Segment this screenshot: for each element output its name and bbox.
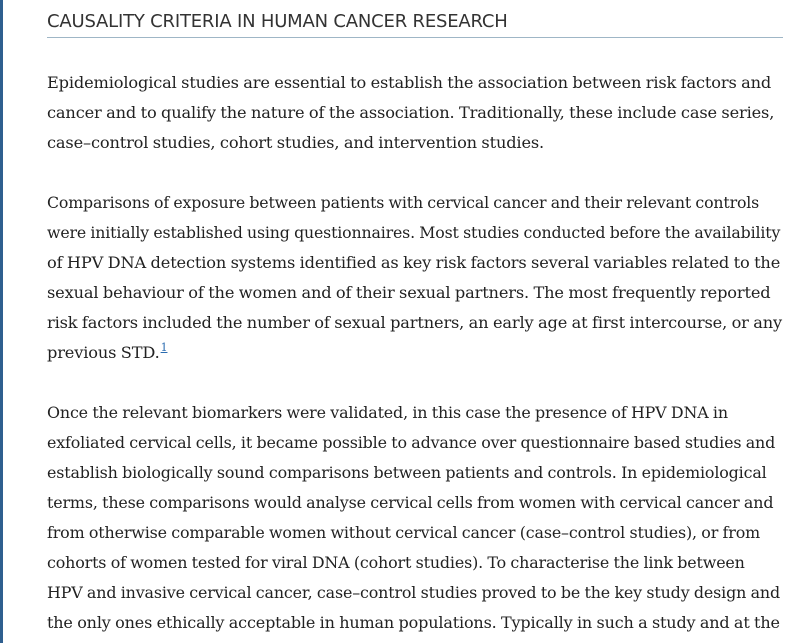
text-line: exfoliated cervical cells, it became possible to advance over questionnaire based studies and — [47, 433, 776, 452]
paragraph-biomarkers — [47, 398, 780, 638]
paragraph-epidemiological-studies — [47, 68, 774, 158]
text-line: Epidemiological studies are essential to establish the association between risk factors and — [47, 73, 772, 92]
text-line: establish biologically sound comparisons between patients and controls. In epidemiological — [47, 463, 767, 482]
text-line: Once the relevant biomarkers were validated, in this case the presence of HPV DNA in — [47, 403, 728, 422]
text-line-with-reference — [47, 338, 782, 368]
text-line: were initially established using questionnaires. Most studies conducted before the availability — [47, 223, 781, 242]
text-line: risk factors included the number of sexual partners, an early age at first intercourse, or any — [47, 313, 783, 332]
text-line: cancer and to qualify the nature of the association. Traditionally, these include case series, — [47, 103, 775, 122]
text-line: case–control studies, cohort studies, and intervention studies. — [47, 133, 545, 152]
text-line: the only ones ethically acceptable in human populations. Typically in such a study and at the — [47, 613, 780, 632]
section-heading: CAUSALITY CRITERIA IN HUMAN CANCER RESEARCH — [47, 0, 783, 38]
paragraph-exposure-comparisons — [47, 188, 782, 368]
left-border-rule — [0, 0, 3, 643]
text-line: Comparisons of exposure between patients with cervical cancer and their relevant controls — [47, 193, 760, 212]
reference-link-1[interactable]: 1 — [160, 341, 168, 354]
text-line: sexual behaviour of the women and of their sexual partners. The most frequently reported — [47, 283, 771, 302]
text-line: HPV and invasive cervical cancer, case–control studies proved to be the key study design and — [47, 583, 780, 602]
text-line: of HPV DNA detection systems identified as key risk factors several variables related to the — [47, 253, 781, 272]
text-line: from otherwise comparable women without cervical cancer (case–control studies), or from — [47, 523, 761, 542]
article-section — [47, 0, 783, 632]
text-line: cohorts of women tested for viral DNA (cohort studies). To characterise the link between — [47, 553, 745, 572]
text-line: previous STD. — [47, 343, 160, 362]
text-line: terms, these comparisons would analyse cervical cells from women with cervical cancer and — [47, 493, 774, 512]
